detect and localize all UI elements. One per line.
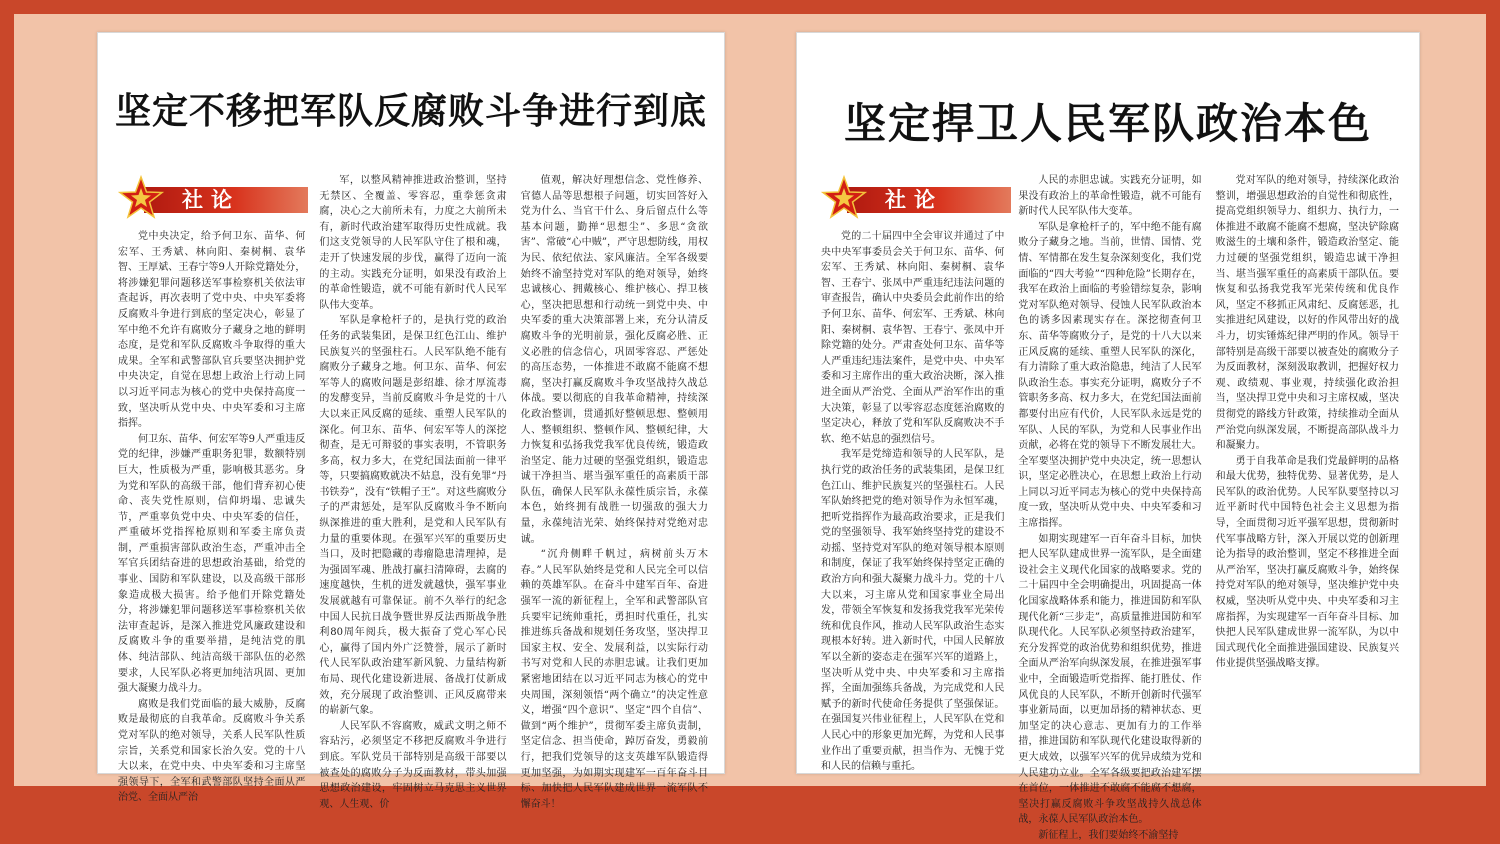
section-label: 社论 [885, 187, 943, 212]
article-paragraph: 勇于自我革命是我们党最鲜明的品格和最大优势，独特优势、显著优势，是人民军队的政治优势。人民军队要坚持以习近平新时代中国特色社会主义思想为指导，全面贯彻习近平强军思想，贯彻新时代军事战略方针，深入开展以党的创新理论为指导的政治整训，坚定不移推进全面从严治军，坚决打赢反腐败斗争，始终保持党对军队的绝对领导，坚决维护党中央权威，坚决听从党中央、中央军委和习主席指挥，为实现建军一百年奋斗目标、加快把人民军队建成世界一流军队，为以中国式现代化全面推进强国建设、民族复兴伟业提供坚强战略支撑。 [1215, 455, 1399, 670]
article-paragraph: 值观，解决好理想信念、党性修养、官德人品等思想根子问题，切实回答好入党为什么、当官干什么、身后留点什么等基本问题，勤掸“思想尘”、多思“贪欲害”、常破“心中贼”，严守思想防线，用权为民、依纪依法、家风廉洁。全军各级要始终不渝坚持党对军队的绝对领导，始终忠诚核心、拥戴核心、维护核心、捍卫核心，坚决把思想和行动统一到党中央、中央军委的重大决策部署上来，充分认清反腐败斗争的光明前景，强化反腐必胜、正义必胜的信念信心，巩固零容忍、严惩处的高压态势，一体推进不敢腐不能腐不想腐，坚决打赢反腐败斗争攻坚战持久战总体战。要以彻底的自我革命精神，持续深化政治整训，贯通抓好整顿思想、整顿用人、整顿组织、整顿作风、整顿纪律，大力恢复和弘扬我党我军优良传统，锻造政治坚定、能力过硬的坚强党组织，锻造忠诚干净担当、堪当强军重任的高素质干部队伍，确保人民军队永葆性质宗旨，永葆本色，始终拥有战胜一切强敌的强大力量，永葆纯洁光荣、始终保持对党绝对忠诚。 [520, 175, 708, 545]
article-columns-left [118, 173, 708, 810]
editorial-banner-left [118, 181, 308, 215]
newspaper-page-left [97, 32, 725, 810]
article-paragraph: 人民军队不容腐败，威武文明之师不容玷污，必须坚定不移把反腐败斗争进行到底。军队党员干部特别是高级干部要以被查处的腐败分子为反面教材，带头加强思想政治建设，牢固树立马克思主义世界观、人生观、价 [319, 720, 507, 810]
article-column-1 [118, 173, 306, 804]
section-label: 社论 [182, 187, 240, 212]
red-star-icon [821, 175, 867, 221]
article-paragraph: 军队是拿枪杆子的，军中绝不能有腐败分子藏身之地。当前，世情、国情、党情、军情都在发生复杂深刻变化，我们党面临的“四大考验”“四种危险”长期存在，我军在政治上面临的考验错综复杂，影响党对军队绝对领导、侵蚀人民军队政治本色的诱多因素现实存在。深挖彻查何卫东、苗华等腐败分子，是党的十八大以来正风反腐的延续、重塑人民军队的深化，有力清除了重大政治隐患，纯洁了人民军队政治生态。事实充分证明，腐败分子不管职务多高、权力多大，在党纪国法面前都要付出应有代价，人民军队永远是党的军队、人民的军队，为党和人民事业作出贡献，必将在党的领导下不断发展壮大。全军要坚决拥护党中央决定，统一思想认识，坚定必胜决心，在思想上政治上行动上同以习近平同志为核心的党中央保持高度一致，坚决听从党中央、中央军委和习主席指挥。 [1018, 221, 1202, 530]
article-column-3 [1216, 173, 1399, 763]
article-column-2 [319, 173, 507, 810]
article-paragraph: 党的二十届四中全会审议并通过了中央中央军事委员会关于何卫东、苗华、何宏军、王秀斌、林向阳、秦树桐、袁华智、王春宁、张凤中严重违纪违法问题的审查报告，确认中央委员会此前作出的给予何卫东、苗华、何宏军、王秀斌、林向阳、秦树桐、袁华智、王春宁、张凤中开除党籍的处分。严肃查处何卫东、苗华等人严重违纪违法案件，是党中央、中央军委和习主席作出的重大政治决断，深入推进全面从严治党、全面从严治军作出的重大决策，彰显了以零容忍态度惩治腐败的坚定决心，释放了党和军队反腐败决不手软、绝不姑息的强烈信号。 [821, 231, 1005, 445]
newspaper-page-right [796, 32, 1420, 841]
article-paragraph: 人民的赤胆忠诚。实践充分证明，如果没有政治上的革命性锻造，就不可能有新时代人民军队伟大变革。 [1018, 175, 1202, 218]
headline-right: 坚定捍卫人民军队政治本色 [843, 99, 1372, 148]
article-paragraph: 我军是党缔造和领导的人民军队，是执行党的政治任务的武装集团，是保卫红色江山、维护民族复兴的坚强柱石。人民军队始终把党的绝对领导作为永恒军魂，把听党指挥作为最高政治要求，正是我们党的坚强领导、我军始终坚持党的建设不动摇、坚持党对军队的绝对领导根本原则和制度，保证了我军始终保持坚定正确的政治方向和强大凝聚力战斗力。党的十八大以来，习主席从党和国家事业全局出发，带领全军恢复和发扬我党我军光荣传统和优良作风，推动人民军队政治生态实现根本好转。进入新时代，中国人民解放军以全新的姿态走在强军兴军的道路上，坚决听从党中央、中央军委和习主席指挥，全面加强练兵备战，为完成党和人民赋予的新时代使命任务提供了坚强保证。在强国复兴伟业征程上，人民军队在党和人民心中的形象更加光辉，为党和人民事业作出了重要贡献，担当作为、无愧于党和人民的信赖与重托。 [821, 449, 1005, 773]
article-paragraph: 军队是拿枪杆子的，是执行党的政治任务的武装集团，是保卫红色江山、维护民族复兴的坚强柱石。人民军队绝不能有腐败分子藏身之地。何卫东、苗华、何宏军等人的腐败问题是彭绍雄、徐才厚流毒的发酵变异，当前反腐败斗争是党的十八大以来正风反腐的延续、重塑人民军队的深化。何卫东、苗华、何宏军等人的深挖彻查，是无可辩驳的事实表明，不管职务多高，权力多大，在党纪国法面前一律平等，只要搞腐败就决不姑息，没有免罪“丹书铁券”，没有“铁帽子王”。对这些腐败分子的严肃惩处，是军队反腐败斗争不断向纵深推进的重大胜利，是党和人民军队有力量的重要体现。在强军兴军的重要历史当口，及时把隐藏的毒瘤隐患清理掉，是为强固军魂、胜战打赢扫清障碍，去腐的速度越快，生机的迸发就越快，强军事业发展就越有可靠保证。前不久举行的纪念中国人民抗日战争暨世界反法西斯战争胜利80周年阅兵，极大振奋了党心军心民心，赢得了国内外广泛赞誉，展示了新时代人民军队政治建军新风貌、力量结构新布局、现代化建设新进展、备战打仗新成效，充分展现了政治整训、正风反腐带来的崭新气象。 [319, 315, 507, 717]
article-paragraph: 如期实现建军一百年奋斗目标，加快把人民军队建成世界一流军队，是全面建设社会主义现代化国家的战略要求。党的二十届四中全会明确提出，巩固提高一体化国家战略体系和能力，推进国防和军队现代化新“三步走”，高质量推进国防和军队现代化。人民军队必须坚持政治建军，充分发挥党的政治优势和组织优势，推进全面从严治军向纵深发展，在推进强军事业中，全面锻造听党指挥、能打胜仗、作风优良的人民军队，不断开创新时代强军事业新局面，以更加昂扬的精神状态、更加坚定的决心意志、更加有力的工作举措，推进国防和军队现代化建设取得新的更大成效，以强军兴军的优异成绩为党和人民建功立业。全军各级要把政治建军摆在首位，一体推进不敢腐不能腐不想腐，坚决打赢反腐败斗争攻坚战持久战总体战，永葆人民军队政治本色。 [1018, 533, 1202, 826]
article-paragraph: 新征程上，我们要始终不渝坚持 [1038, 829, 1179, 841]
headline-left: 坚定不移把军队反腐败斗争进行到底 [114, 91, 707, 132]
article-columns-right [821, 173, 1399, 841]
article-paragraph: 腐败是我们党面临的最大威胁，反腐败是最彻底的自我革命。反腐败斗争关系党对军队的绝对领导，关系人民军队性质宗旨，关系党和国家长治久安。党的十八大以来，在党中央、中央军委和习主席坚强领导下，全军和武警部队坚持全面从严治党、全面从严治 [118, 698, 306, 804]
article-column-1 [821, 173, 1005, 773]
article-paragraph: 何卫东、苗华、何宏军等9人严重违反党的纪律，涉嫌严重职务犯罪，数额特别巨大，性质极为严重，影响极其恶劣。身为党和军队的高级干部，他们背弃初心使命、丧失党性原则，信仰坍塌、忠诚失节，严重辜负党中央、中央军委的信任，严重破坏党指挥枪原则和军委主席负责制，严重损害部队政治生态，严重冲击全军官兵团结奋进的思想政治基础，给党的事业、国防和军队建设，以及高级干部形象造成极大损害。给予他们开除党籍处分，将涉嫌犯罪问题移送军事检察机关依法审查起诉，是深入推进党风廉政建设和反腐败斗争的重要举措，是纯洁党的肌体、纯洁部队、纯洁高级干部队伍的必然要求，人民军队必将更加纯洁巩固、更加强大凝聚力战斗力。 [118, 433, 306, 695]
article-paragraph: 党对军队的绝对领导，持续深化政治整训，增强思想政治的自觉性和彻底性，提高党组织领导力、组织力、执行力，一体推进不敢腐不能腐不想腐，坚决铲除腐败滋生的土壤和条件，锻造政治坚定、能力过硬的坚强党组织，锻造忠诚干净担当、堪当强军重任的高素质干部队伍。要恢复和弘扬我党我军光荣传统和优良作风，坚定不移抓正风肃纪、反腐惩恶，扎实推进纪风建设，以好的作风带出好的战斗力，切实锤炼纪律严明的作风。领导干部特别是高级干部要以被查处的腐败分子为反面教材，深刻汲取教训，把握好权力观、政绩观、事业观，持续强化政治担当，坚决捍卫党中央和习主席权威，坚决贯彻党的路线方针政策，持续推动全面从严治党向纵深发展，不断提高部队战斗力和凝聚力。 [1215, 175, 1399, 452]
editorial-banner-right [821, 181, 1011, 215]
red-star-icon [118, 175, 164, 221]
article-column-2 [1018, 173, 1202, 841]
article-column-3 [520, 173, 708, 810]
article-paragraph: “沉舟侧畔千帆过，病树前头万木春。”人民军队始终是党和人民完全可以信赖的英雄军队。在奋斗中建军百年、奋进强军一流的新征程上，全军和武警部队官兵要牢记统帅重托，勇担时代重任，扎实推进练兵备战和规划任务攻坚，坚决捍卫国家主权、安全、发展利益，以实际行动书写对党和人民的赤胆忠诚。让我们更加紧密地团结在以习近平同志为核心的党中央周围，深刻领悟“两个确立”的决定性意义，增强“四个意识”、坚定“四个自信”、做到“两个维护”，贯彻军委主席负责制，坚定信念、担当使命，踔厉奋发，勇毅前行，把我们党领导的这支英雄军队锻造得更加坚强，为如期实现建军一百年奋斗目标、加快把人民军队建成世界一流军队不懈奋斗！ [520, 549, 708, 810]
article-paragraph: 军，以整风精神推进政治整训，坚持无禁区、全覆盖、零容忍，重拳惩贪肃腐，决心之大前所未有，力度之大前所未有，新时代政治建军取得历史性成就。我们这支党领导的人民军队守住了根和魂，走开了快速发展的步伐，赢得了迈向一流的主动。实践充分证明，如果没有政治上的革命性锻造，就不可能有新时代人民军队伟大变革。 [319, 175, 507, 311]
article-paragraph: 党中央决定，给予何卫东、苗华、何宏军、王秀斌、林向阳、秦树桐、袁华智、王厚斌、王春宁等9人开除党籍处分，将涉嫌犯罪问题移送军事检察机关依法审查起诉，再次表明了党中央、中央军委将反腐败斗争进行到底的坚定决心，彰显了军中绝不允许有腐败分子藏身之地的鲜明态度，是党和军队反腐败斗争取得的重大成果。全军和武警部队官兵要坚决拥护党中央决定，自觉在思想上政治上行动上同以习近平同志为核心的党中央保持高度一致，坚决听从党中央、中央军委和习主席指挥。 [118, 231, 306, 430]
